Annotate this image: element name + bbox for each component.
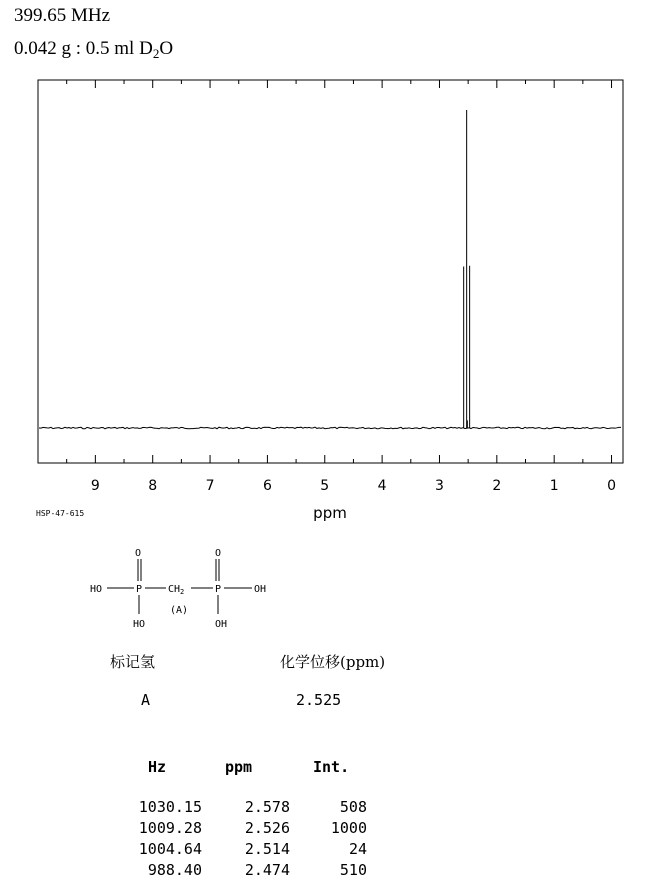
- structure-label-a: (A): [169, 605, 189, 616]
- spectrum-baseline: [39, 427, 621, 429]
- x-tick-label: 5: [320, 478, 330, 494]
- x-axis-tick-labels: [91, 478, 616, 494]
- x-axis-label: ppm: [313, 504, 347, 522]
- sample-suffix: O: [159, 38, 174, 59]
- structure-ch: CH: [168, 584, 181, 595]
- peak-row-3-int: 510: [339, 861, 367, 879]
- peak-row-2-ppm: 2.514: [244, 840, 290, 858]
- peak-row-2-hz: 1004.64: [138, 840, 202, 858]
- x-tick-label: 8: [148, 478, 158, 494]
- x-tick-label: 3: [435, 478, 444, 494]
- peak-row-0-hz: 1030.15: [138, 798, 202, 816]
- assignment-label-header: 标记氢: [110, 653, 156, 671]
- x-tick-label: 1: [549, 478, 559, 494]
- spectrometer-frequency: 399.65 MHz: [14, 5, 111, 26]
- structure-oh-bottom-right: OH: [214, 619, 228, 630]
- assignment-row-label: A: [141, 691, 151, 709]
- assignment-row-shift: 2.525: [296, 691, 342, 709]
- peak-row-0-int: 508: [339, 798, 367, 816]
- x-tick-label: 0: [607, 478, 616, 494]
- x-tick-label: 7: [205, 478, 215, 494]
- peak-table-header-hz: Hz: [148, 758, 167, 776]
- spectrum-peaks: [464, 110, 470, 428]
- x-tick-label: 4: [377, 478, 387, 494]
- structure-o-top-left: O: [134, 548, 142, 559]
- peak-table-header-int: Int.: [313, 758, 350, 776]
- structure-o-top-right: O: [214, 548, 222, 559]
- peak-row-1-int: 1000: [330, 819, 367, 837]
- assignment-shift-header: 化学位移(ppm): [280, 653, 386, 671]
- structure-oh-right: OH: [254, 584, 267, 595]
- peak-row-3-hz: 988.40: [147, 861, 202, 879]
- peak-row-1-hz: 1009.28: [138, 819, 202, 837]
- peak-row-1-ppm: 2.526: [244, 819, 290, 837]
- sample-subscript: 2: [152, 46, 160, 61]
- structure-ho-left: HO: [90, 584, 103, 595]
- x-tick-label: 9: [90, 478, 100, 494]
- structure-p-right: P: [214, 584, 222, 595]
- peak-row-3-ppm: 2.474: [244, 861, 290, 879]
- peak-row-2-int: 24: [348, 840, 367, 858]
- plot-frame: [38, 80, 623, 463]
- peak-table-header-ppm: ppm: [225, 758, 253, 776]
- x-axis-ticks: [67, 80, 612, 463]
- x-tick-label: 6: [262, 478, 272, 494]
- sample-prefix: 0.042 g : 0.5 ml D: [14, 38, 153, 59]
- structure-ch2-sub: 2: [180, 588, 185, 596]
- chemical-structure: [80, 540, 290, 635]
- x-tick-label: 2: [492, 478, 502, 494]
- peak-row-0-ppm: 2.578: [244, 798, 290, 816]
- structure-ho-bottom-left: HO: [132, 619, 146, 630]
- spectrum-code: HSP-47-615: [36, 509, 85, 518]
- structure-ch2: [168, 584, 184, 596]
- structure-p-left: P: [135, 584, 143, 595]
